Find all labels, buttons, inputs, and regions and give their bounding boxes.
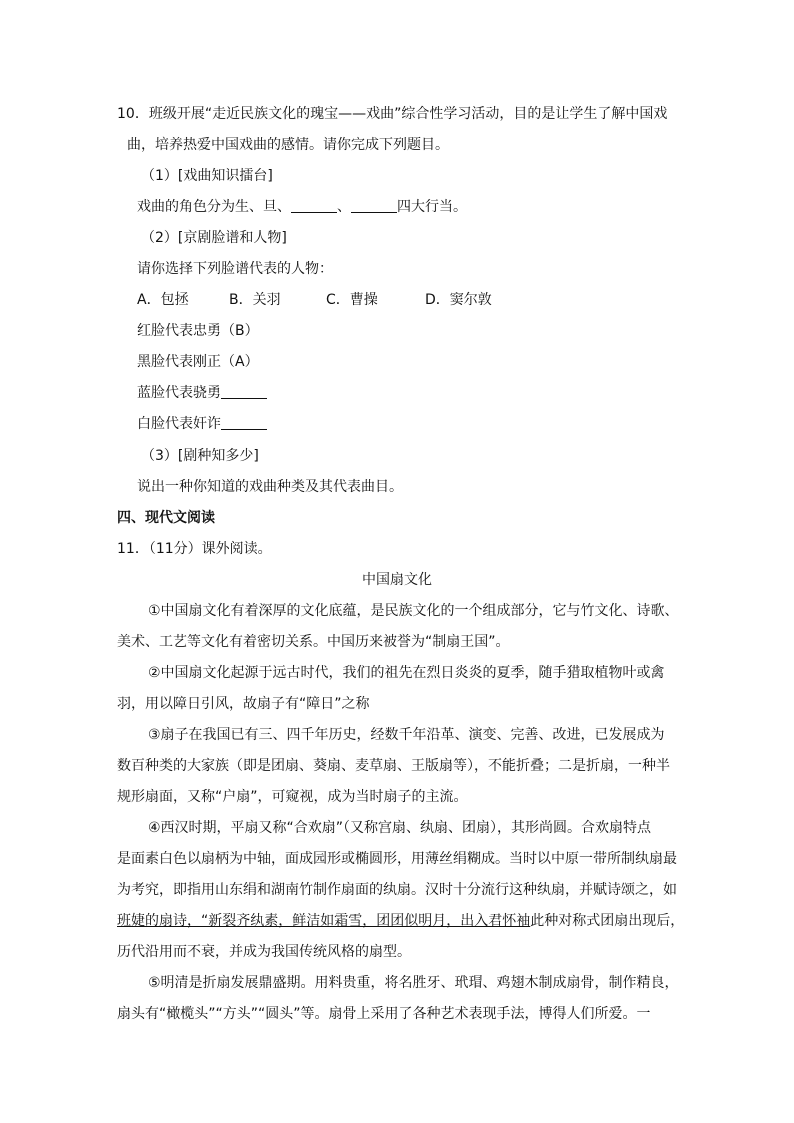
- q10-line-2: 曲，培养热爱中国戏曲的感情。请你完成下列题目。: [127, 137, 449, 153]
- q10-part3-heading: （3）[剧种知多少]: [141, 448, 259, 464]
- q10-options: [137, 290, 517, 310]
- q10-part1-heading: （1）[戏曲知识擂台]: [141, 168, 273, 184]
- p4-line-4: [117, 911, 684, 931]
- white-face-line: [137, 414, 267, 434]
- p3-line-3: 规形扇面，又称“户扇”，可窥视，成为当时扇子的主流。: [117, 789, 468, 805]
- q10-part1-text-c: 四大行当。: [397, 199, 467, 215]
- q10-part1-text-a: 戏曲的角色分为生、旦、: [137, 199, 291, 215]
- q10-line-1: 10．班级开展“走近民族文化的瑰宝——戏曲”综合性学习活动，目的是让学生了解中国戏: [117, 106, 668, 122]
- option-d: D．窦尔敦: [425, 292, 492, 308]
- p5-line-1: ⑤明清是折扇发展鼎盛期。用料贵重，将名胜牙、玳瑁、鸡翅木制成扇骨，制作精良，: [148, 975, 679, 991]
- p4-line-4-rest: 此种对称式团扇出现后，: [530, 913, 685, 929]
- p3-line-2: 数百种类的大家族（即是团扇、葵扇、麦草扇、王版扇等），不能折叠；二是折扇，一种半: [117, 758, 670, 774]
- p4-line-3: 为考究，即指用山东绢和湖南竹制作扇面的纨扇。汉时十分流行这种纨扇，并赋诗颂之，如: [117, 882, 677, 898]
- p4-line-2: 是面素白色以扇柄为中轴，面成园形或椭圆形，用薄丝绢糊成。当时以中原一带所制纨扇最: [117, 851, 677, 867]
- q10-part3-prompt: 说出一种你知道的戏曲种类及其代表曲目。: [137, 479, 403, 495]
- blue-face-text: 蓝脸代表骁勇: [137, 385, 221, 401]
- white-face-text: 白脸代表奸诈: [137, 416, 221, 432]
- answer-blank-1: [291, 198, 337, 213]
- q10-part1-text: [137, 197, 467, 217]
- p5-line-2: 扇头有“橄榄头”“方头”“圆头”等。扇骨上采用了各种艺术表现手法，博得人们所爱。一: [117, 1006, 651, 1022]
- answer-blank-4: [221, 415, 267, 430]
- option-a: A．包拯: [137, 292, 189, 308]
- black-face-line: 黑脸代表刚正（A）: [137, 354, 259, 370]
- answer-blank-3: [221, 384, 267, 399]
- q10-part2-heading: （2）[京剧脸谱和人物]: [141, 230, 287, 246]
- p4-underlined-poem: 班婕的扇诗，“新裂齐纨素，鲜洁如霜雪，团团似明月，出入君怀袖: [117, 913, 531, 929]
- p4-line-1: ④西汉时期，平扇又称“合欢扇”（又称宫扇、纨扇、团扇），其形尚圆。合欢扇特点: [148, 820, 652, 836]
- q11-intro: 11．（11分）课外阅读。: [117, 541, 272, 557]
- blue-face-line: [137, 383, 267, 403]
- section-4-heading: 四、现代文阅读: [117, 510, 215, 526]
- article-title: 中国扇文化: [362, 572, 432, 588]
- p4-line-5: 历代沿用而不衰，并成为我国传统风格的扇型。: [117, 944, 411, 960]
- option-b: B．关羽: [229, 292, 281, 308]
- answer-blank-2: [351, 198, 397, 213]
- q10-part2-prompt: 请你选择下列脸谱代表的人物：: [137, 261, 333, 277]
- p3-line-1: ③扇子在我国已有三、四千年历史，经数千年沿革、演变、完善、改进，已发展成为: [148, 727, 665, 743]
- option-c: C．曹操: [326, 292, 378, 308]
- p2-line-2: 羽，用以障日引风，故扇子有“障日”之称: [117, 696, 370, 712]
- p2-line-1: ②中国扇文化起源于远古时代，我们的祖先在烈日炎炎的夏季，随手猎取植物叶或禽: [148, 665, 665, 681]
- q10-part1-text-b: 、: [337, 199, 351, 215]
- p1-line-2: 美术、工艺等文化有着密切关系。中国历来被誉为“制扇王国”。: [117, 634, 510, 650]
- p1-line-1: ①中国扇文化有着深厚的文化底蕴，是民族文化的一个组成部分，它与竹文化、诗歌、: [148, 603, 679, 619]
- red-face-line: 红脸代表忠勇（B）: [137, 323, 259, 339]
